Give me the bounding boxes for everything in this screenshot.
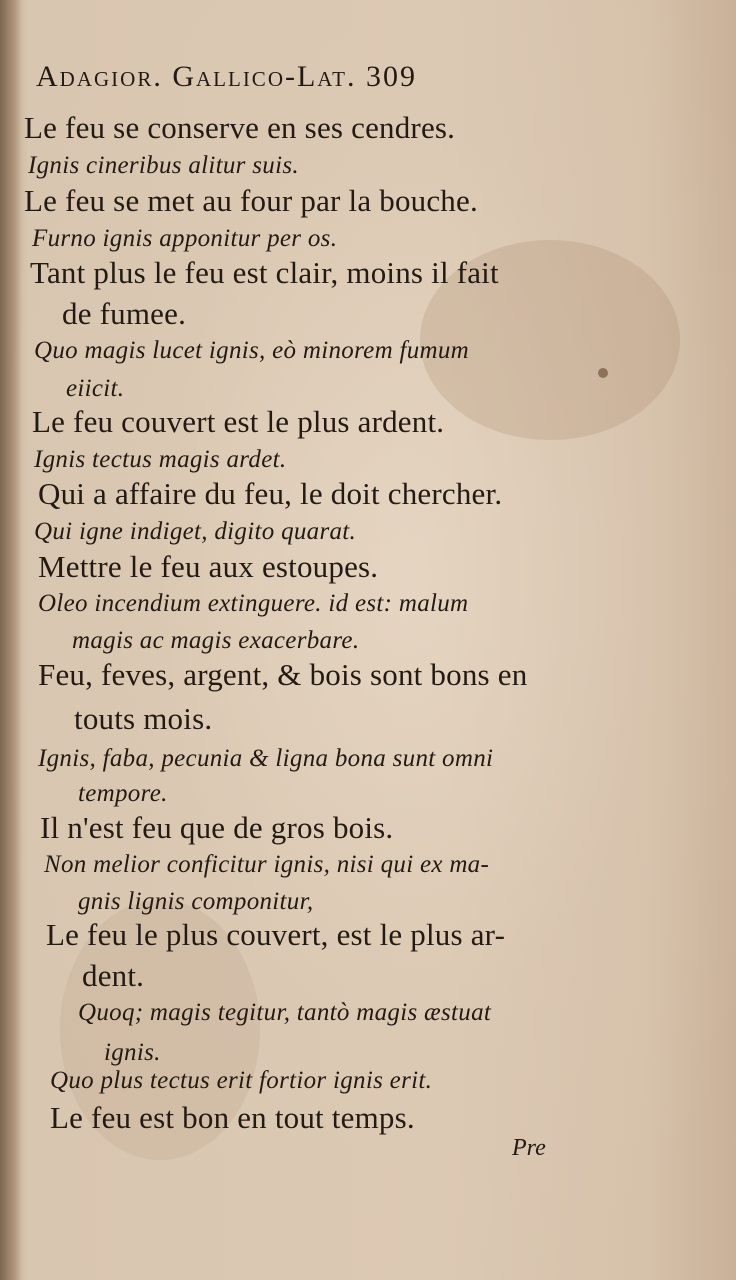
text-line: Il n'est feu que de gros bois. bbox=[40, 810, 394, 845]
text-line: Ignis tectus magis ardet. bbox=[34, 446, 287, 473]
text-line: Furno ignis apponitur per os. bbox=[32, 225, 338, 252]
text-line: Le feu se conserve en ses cendres. bbox=[24, 110, 456, 145]
text-line: Tant plus le feu est clair, moins il fait bbox=[30, 255, 499, 290]
text-line: Qui a affaire du feu, le doit chercher. bbox=[38, 476, 503, 511]
catchword: Pre bbox=[512, 1135, 546, 1161]
text-line: Ignis, faba, pecunia & ligna bona sunt omni bbox=[38, 745, 494, 772]
text-line: tempore. bbox=[78, 780, 168, 807]
text-line: ignis. bbox=[104, 1039, 161, 1066]
text-line: Oleo incendium extinguere. id est: malum bbox=[38, 590, 469, 617]
text-line: Le feu est bon en tout temps. bbox=[50, 1100, 415, 1135]
text-line: Le feu se met au four par la bouche. bbox=[24, 183, 478, 218]
text-line: Le feu couvert est le plus ardent. bbox=[32, 404, 445, 439]
text-line: de fumee. bbox=[62, 296, 187, 331]
text-line: Qui igne indiget, digito quarat. bbox=[34, 518, 357, 545]
text-line: dent. bbox=[82, 958, 145, 993]
text-line: Ignis cineribus alitur suis. bbox=[28, 152, 299, 179]
text-line: Quo plus tectus erit fortior ignis erit. bbox=[50, 1067, 433, 1094]
text-line: eiicit. bbox=[66, 375, 125, 402]
text-line: Le feu le plus couvert, est le plus ar- bbox=[46, 917, 506, 952]
text-line: Quoq; magis tegitur, tantò magis æstuat bbox=[78, 999, 492, 1026]
ink-spot bbox=[598, 368, 608, 378]
text-line: gnis lignis componitur, bbox=[78, 888, 314, 915]
text-line: Quo magis lucet ignis, eò minorem fumum bbox=[34, 337, 470, 364]
page-gutter bbox=[0, 0, 22, 1280]
text-line: magis ac magis exacerbare. bbox=[72, 627, 360, 654]
text-line: Feu, feves, argent, & bois sont bons en bbox=[38, 657, 528, 692]
running-header: Adagior. Gallico-Lat. 309 bbox=[36, 60, 417, 93]
text-line: Mettre le feu aux estoupes. bbox=[38, 549, 379, 584]
text-line: Non melior conficitur ignis, nisi qui ex ma- bbox=[44, 851, 490, 878]
text-line: touts mois. bbox=[74, 701, 213, 736]
